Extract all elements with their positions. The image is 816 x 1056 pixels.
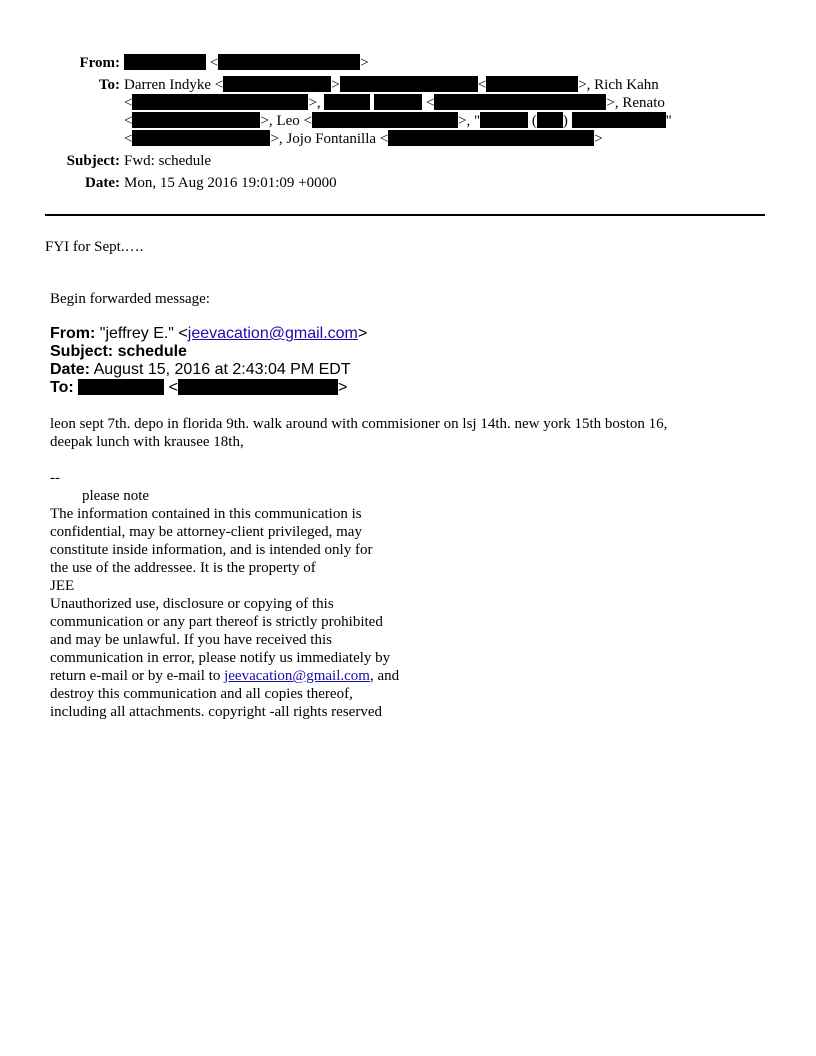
redacted-block [324, 94, 370, 110]
disclaimer-line: constitute inside information, and is intended only for [50, 542, 373, 558]
fwd-subject-label: Subject: [50, 343, 114, 360]
recipient-name: Renato [622, 95, 665, 111]
disclaimer-line: communication or any part thereof is strictly prohibited [50, 614, 383, 630]
recipient-name: Jojo Fontanilla [286, 131, 377, 147]
fwd-date-label: Date: [50, 361, 91, 378]
redacted-block [340, 76, 478, 92]
to-line-3: < >, Leo < >, " ( ) " [124, 113, 672, 129]
from-value: < > [124, 54, 369, 72]
disclaimer-line: confidential, may be attorney-client privileged, may [50, 524, 362, 540]
redacted-block [434, 94, 606, 110]
fwd-from-line: From: "jeffrey E." <jeevacation@gmail.com> [50, 325, 368, 342]
redacted-block [223, 76, 331, 92]
fwd-from-label: From: [50, 325, 96, 342]
redacted-block [388, 130, 594, 146]
redacted-block [78, 379, 164, 395]
redacted-block [124, 54, 206, 70]
disclaimer-line: the use of the addressee. It is the property of [50, 560, 316, 576]
fwd-date-value: August 15, 2016 at 2:43:04 PM EDT [93, 361, 351, 378]
fwd-to-label: To: [50, 379, 74, 396]
disclaimer-line: The information contained in this communication is [50, 506, 362, 522]
redacted-block [480, 112, 528, 128]
signature-note: please note [82, 488, 150, 504]
disclaimer-line: destroy this communication and all copies thereof, [50, 686, 353, 702]
redacted-block [218, 54, 360, 70]
recipient-name: Leo [276, 113, 300, 129]
disclaimer-email-link[interactable]: jeevacation@gmail.com [224, 668, 370, 684]
redacted-block [132, 94, 308, 110]
disclaimer-line: communication in error, please notify us immediately by [50, 650, 391, 666]
forward-heading: Begin forwarded message: [50, 291, 210, 307]
to-line-2: < >, < >, Renato [124, 95, 665, 111]
redacted-block [312, 112, 458, 128]
signature-dashes: -- [50, 470, 60, 486]
subject-value: Fwd: schedule [124, 153, 212, 169]
redacted-block [537, 112, 563, 128]
date-label: Date: [85, 175, 120, 191]
subject-label: Subject: [66, 153, 120, 169]
to-label: To: [98, 77, 120, 93]
redacted-block [572, 112, 666, 128]
date-value: Mon, 15 Aug 2016 19:01:09 +0000 [124, 175, 337, 191]
fwd-subject-line [50, 343, 187, 361]
from-label: From: [79, 55, 120, 71]
to-line-1: Darren Indyke < > < >, Rich Kahn [124, 77, 659, 93]
fwd-message-line-1: leon sept 7th. depo in florida 9th. walk around with commisioner on lsj 14th. new york 15th boston 16, [50, 416, 668, 432]
recipient-name: Rich Kahn [594, 77, 659, 93]
fwd-subject-value: schedule [117, 343, 187, 360]
disclaimer-line: including all attachments. copyright -all rights reserved [50, 704, 382, 720]
to-line-4: < >, Jojo Fontanilla < > [124, 131, 603, 147]
recipient-name: Darren Indyke [124, 77, 212, 93]
header-divider [45, 214, 765, 216]
disclaimer-line [50, 667, 399, 685]
redacted-block [132, 112, 260, 128]
redacted-block [486, 76, 578, 92]
disclaimer-return-text: return e-mail or by e-mail to [50, 668, 225, 684]
intro-text: FYI for Sept.…. [45, 239, 144, 255]
redacted-block [374, 94, 422, 110]
redacted-block [132, 130, 270, 146]
redacted-block [178, 379, 338, 395]
disclaimer-return-tail: , and [369, 668, 400, 684]
fwd-from-email-link[interactable]: jeevacation@gmail.com [187, 325, 358, 342]
disclaimer-line: JEE [50, 578, 75, 594]
fwd-date-line [50, 361, 351, 379]
fwd-from-name: "jeffrey E." [99, 325, 174, 342]
fwd-to-line: To: < > [50, 379, 348, 396]
fwd-message-line-2: deepak lunch with krausee 18th, [50, 434, 244, 450]
disclaimer-line: and may be unlawful. If you have received this [50, 632, 332, 648]
disclaimer-line: Unauthorized use, disclosure or copying of this [50, 596, 334, 612]
